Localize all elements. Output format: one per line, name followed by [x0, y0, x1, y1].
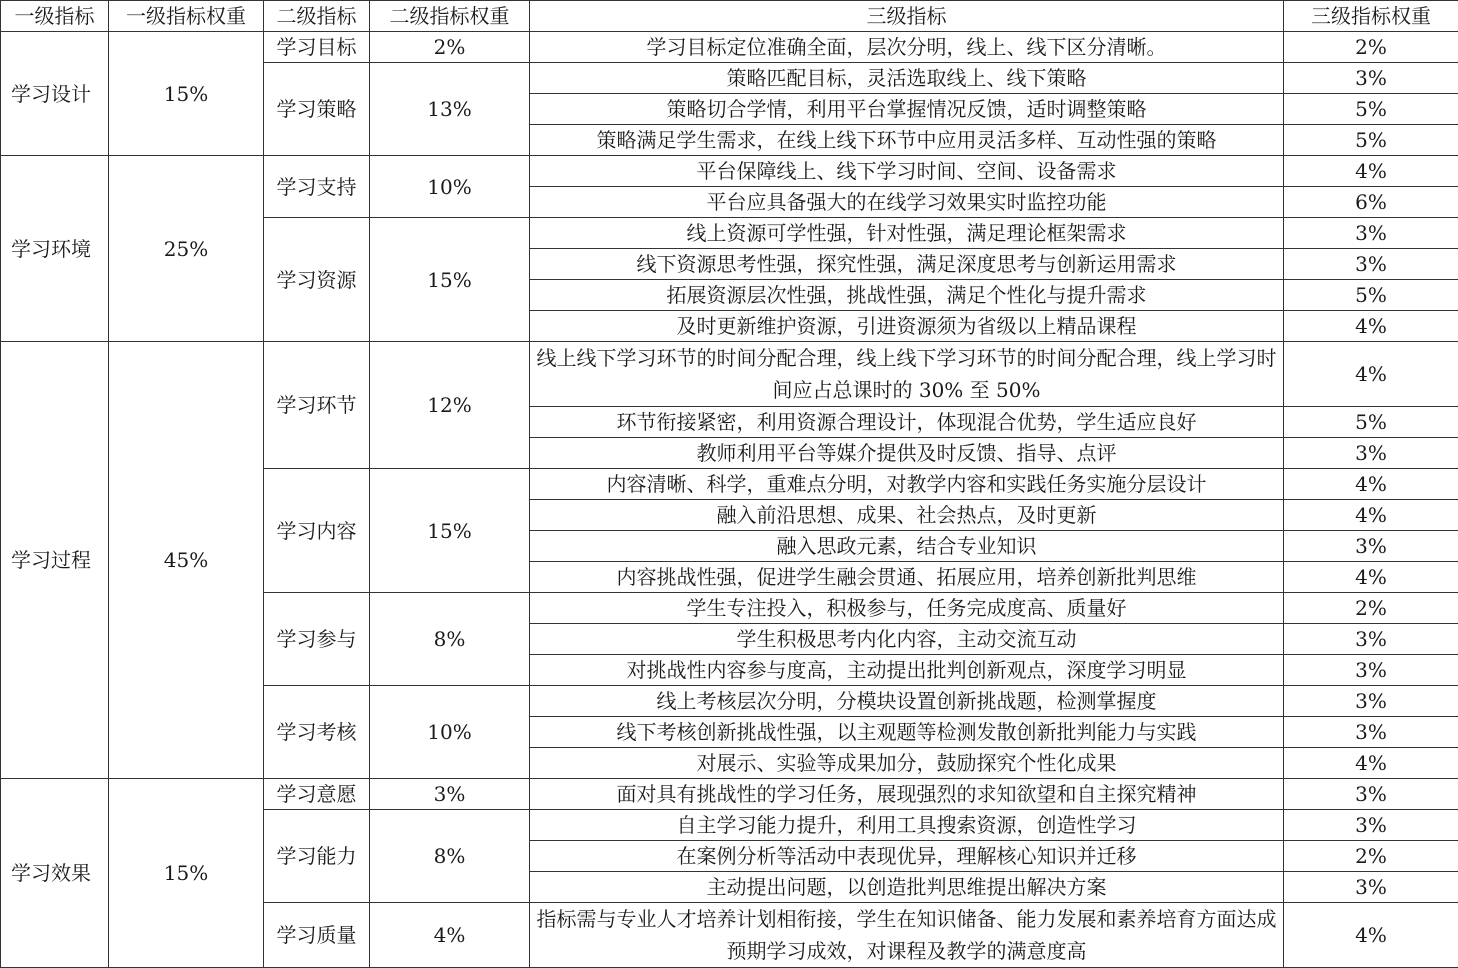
level3-text: 融入思政元素，结合专业知识 [530, 531, 1284, 562]
level1-weight: 45% [109, 342, 264, 779]
level3-weight: 3% [1284, 249, 1458, 280]
level3-text: 教师利用平台等媒介提供及时反馈、指导、点评 [530, 438, 1284, 469]
level2-name: 学习目标 [264, 32, 370, 63]
level2-weight: 4% [370, 903, 530, 968]
level3-text: 主动提出问题，以创造批判思维提出解决方案 [530, 872, 1284, 903]
header-level2: 二级指标 [264, 1, 370, 32]
level3-text: 对展示、实验等成果加分，鼓励探究个性化成果 [530, 748, 1284, 779]
level3-weight: 4% [1284, 469, 1458, 500]
level3-weight: 4% [1284, 342, 1458, 407]
level3-weight: 3% [1284, 218, 1458, 249]
level2-weight: 8% [370, 810, 530, 903]
level3-text: 指标需与专业人才培养计划相衔接，学生在知识储备、能力发展和素养培育方面达成预期学习成效，对课程及教学的满意度高 [530, 903, 1284, 968]
level3-weight: 4% [1284, 562, 1458, 593]
level2-name: 学习意愿 [264, 779, 370, 810]
level3-weight: 3% [1284, 872, 1458, 903]
level3-weight: 3% [1284, 531, 1458, 562]
level3-text: 自主学习能力提升，利用工具搜索资源，创造性学习 [530, 810, 1284, 841]
table-row [1, 779, 1458, 810]
level3-text: 平台应具备强大的在线学习效果实时监控功能 [530, 187, 1284, 218]
level3-weight: 4% [1284, 156, 1458, 187]
level1-weight: 25% [109, 156, 264, 342]
level3-weight: 6% [1284, 187, 1458, 218]
level2-weight: 8% [370, 593, 530, 686]
level1-weight: 15% [109, 32, 264, 156]
level1-name: 学习设计 [1, 32, 109, 156]
level3-text: 内容清晰、科学，重难点分明，对教学内容和实践任务实施分层设计 [530, 469, 1284, 500]
level3-text: 平台保障线上、线下学习时间、空间、设备需求 [530, 156, 1284, 187]
level3-weight: 4% [1284, 748, 1458, 779]
level2-weight: 10% [370, 686, 530, 779]
level3-weight: 3% [1284, 655, 1458, 686]
level3-text: 策略切合学情，利用平台掌握情况反馈，适时调整策略 [530, 94, 1284, 125]
level2-name: 学习环节 [264, 342, 370, 469]
table-row [1, 32, 1458, 63]
level3-weight: 5% [1284, 280, 1458, 311]
level3-weight: 2% [1284, 32, 1458, 63]
level3-weight: 4% [1284, 500, 1458, 531]
table-row [1, 342, 1458, 407]
level3-text: 在案例分析等活动中表现优异，理解核心知识并迁移 [530, 841, 1284, 872]
header-level3: 三级指标 [530, 1, 1284, 32]
level3-text: 学生专注投入，积极参与，任务完成度高、质量好 [530, 593, 1284, 624]
level2-weight: 2% [370, 32, 530, 63]
level3-text: 及时更新维护资源，引进资源须为省级以上精品课程 [530, 311, 1284, 342]
level3-weight: 4% [1284, 903, 1458, 968]
level2-weight: 3% [370, 779, 530, 810]
level3-weight: 3% [1284, 686, 1458, 717]
header-level1: 一级指标 [1, 1, 109, 32]
table-row [1, 156, 1458, 187]
level1-name: 学习效果 [1, 779, 109, 968]
level3-weight: 2% [1284, 593, 1458, 624]
level3-weight: 3% [1284, 624, 1458, 655]
level3-text: 策略匹配目标，灵活选取线上、线下策略 [530, 63, 1284, 94]
level2-name: 学习内容 [264, 469, 370, 593]
level3-weight: 4% [1284, 311, 1458, 342]
level2-name: 学习能力 [264, 810, 370, 903]
level2-weight: 13% [370, 63, 530, 156]
level1-name: 学习环境 [1, 156, 109, 342]
level3-text: 线上线下学习环节的时间分配合理，线上线下学习环节的时间分配合理，线上学习时间应占总课时的 30% 至 50% [530, 342, 1284, 407]
header-row [1, 1, 1458, 32]
level3-text: 线下资源思考性强，探究性强，满足深度思考与创新运用需求 [530, 249, 1284, 280]
level3-weight: 3% [1284, 779, 1458, 810]
level3-text: 线上考核层次分明，分模块设置创新挑战题，检测掌握度 [530, 686, 1284, 717]
level3-weight: 5% [1284, 125, 1458, 156]
level1-name: 学习过程 [1, 342, 109, 779]
level3-text: 对挑战性内容参与度高，主动提出批判创新观点，深度学习明显 [530, 655, 1284, 686]
level2-name: 学习质量 [264, 903, 370, 968]
level2-name: 学习策略 [264, 63, 370, 156]
table-body [1, 32, 1458, 968]
level2-weight: 15% [370, 469, 530, 593]
level3-text: 学生积极思考内化内容，主动交流互动 [530, 624, 1284, 655]
level1-weight: 15% [109, 779, 264, 968]
level2-name: 学习支持 [264, 156, 370, 218]
level2-weight: 15% [370, 218, 530, 342]
level3-text: 环节衔接紧密，利用资源合理设计，体现混合优势，学生适应良好 [530, 407, 1284, 438]
level3-weight: 5% [1284, 94, 1458, 125]
level3-text: 内容挑战性强，促进学生融会贯通、拓展应用，培养创新批判思维 [530, 562, 1284, 593]
level3-weight: 3% [1284, 810, 1458, 841]
level2-name: 学习参与 [264, 593, 370, 686]
level3-weight: 3% [1284, 717, 1458, 748]
level3-text: 线下考核创新挑战性强，以主观题等检测发散创新批判能力与实践 [530, 717, 1284, 748]
header-level3-weight: 三级指标权重 [1284, 1, 1458, 32]
level3-text: 面对具有挑战性的学习任务，展现强烈的求知欲望和自主探究精神 [530, 779, 1284, 810]
level2-name: 学习资源 [264, 218, 370, 342]
level3-text: 策略满足学生需求，在线上线下环节中应用灵活多样、互动性强的策略 [530, 125, 1284, 156]
level3-text: 线上资源可学性强，针对性强，满足理论框架需求 [530, 218, 1284, 249]
level3-weight: 2% [1284, 841, 1458, 872]
level2-name: 学习考核 [264, 686, 370, 779]
level3-text: 拓展资源层次性强，挑战性强，满足个性化与提升需求 [530, 280, 1284, 311]
level3-weight: 3% [1284, 63, 1458, 94]
level3-weight: 3% [1284, 438, 1458, 469]
header-level2-weight: 二级指标权重 [370, 1, 530, 32]
level2-weight: 12% [370, 342, 530, 469]
level2-weight: 10% [370, 156, 530, 218]
level3-text: 融入前沿思想、成果、社会热点，及时更新 [530, 500, 1284, 531]
header-level1-weight: 一级指标权重 [109, 1, 264, 32]
level3-weight: 5% [1284, 407, 1458, 438]
level3-text: 学习目标定位准确全面，层次分明，线上、线下区分清晰。 [530, 32, 1284, 63]
